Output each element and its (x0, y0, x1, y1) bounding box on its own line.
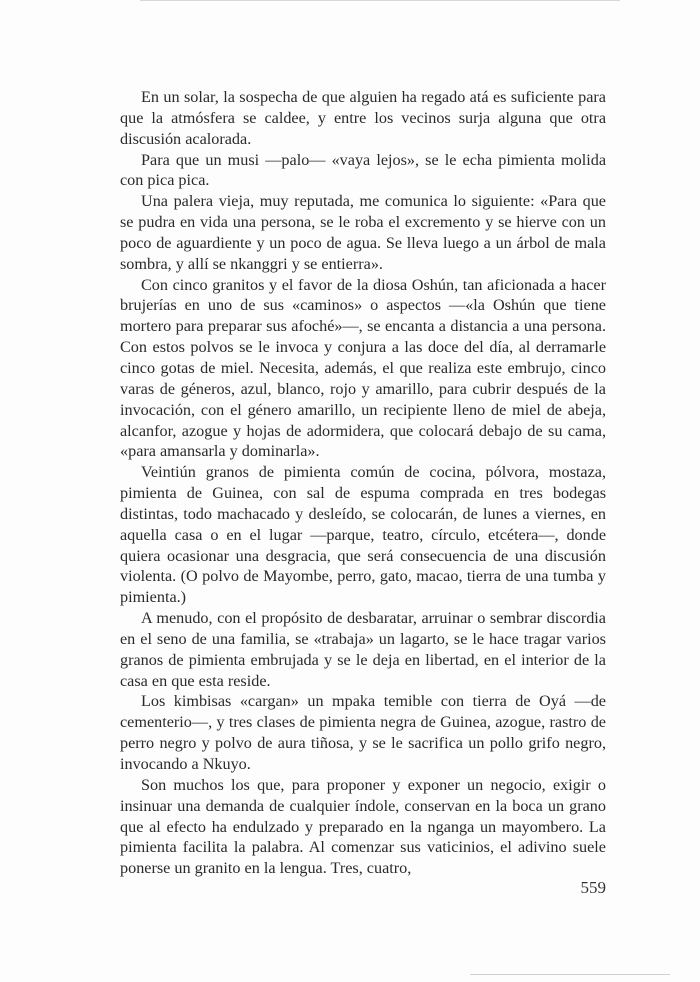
paragraph: A menudo, con el propósito de desbaratar, arruinar o sembrar discordia en el seno de una familia, se «trabaja» un lagarto, se le hace tragar varios granos de pimienta embrujada y se le deja en libertad, en el interior de la casa en que esta reside. (120, 609, 606, 690)
paragraph: Son muchos los que, para proponer y exponer un negocio, exigir o insinuar una demanda de cualquier índole, conservan en la boca un grano que al efecto ha endulzado y preparado en la nganga un mayombero. La pimienta facilita la palabra. Al comenzar sus vaticinios, el adivino suele ponerse un granito en la lengua. Tres, cuatro, (120, 775, 606, 878)
bottom-rule (470, 974, 670, 975)
body-text (120, 87, 606, 879)
paragraph: Con cinco granitos y el favor de la diosa Oshún, tan aficionada a hacer brujerías en uno de sus «caminos» o aspectos —«la Oshún que tiene mortero para preparar sus afoché»—, se encanta a distancia a una persona. Con estos polvos se le invoca y conjura a las doce del día, al derramarle cinco gotas de miel. Necesita, además, el que realiza este embrujo, cinco varas de géneros, azul, blanco, rojo y amarillo, para cubrir después de la invocación, con el género amarillo, un recipiente lleno de miel de abeja, alcanfor, azogue y hojas de adormidera, que colocará debajo de su cama, «para amansarla y dominarla». (120, 275, 606, 461)
page-number: 559 (580, 878, 606, 897)
paragraph: Una palera vieja, muy reputada, me comunica lo siguiente: «Para que se pudra en vida una persona, se le roba el excremento y se hierve con un poco de aguardiente y un poco de agua. Se lleva luego a un árbol de mala sombra, y allí se nkanggri y se entierra». (120, 192, 606, 273)
paragraph: Para que un musi —palo— «vaya lejos», se le echa pimienta molida con pica pica. (120, 150, 606, 190)
paragraph: En un solar, la sospecha de que alguien ha regado atá es suficiente para que la atmósfera se caldee, y entre los vecinos surja alguna que otra discusión acalorada. (120, 88, 606, 148)
paragraph: Los kimbisas «cargan» un mpaka temible con tierra de Oyá —de cementerio—, y tres clases de pimienta negra de Guinea, azogue, rastro de perro negro y polvo de aura tiñosa, y se le sacrifica un pollo grifo negro, invocando a Nkuyo. (120, 692, 606, 773)
paragraph: Veintiún granos de pimienta común de cocina, pólvora, mostaza, pimienta de Guinea, con sal de espuma comprada en tres bodegas distintas, todo machacado y desleído, se colocarán, de lunes a viernes, en aquella casa o en el lugar —parque, teatro, círculo, etcétera—, donde quiera ocasionar una desgracia, que será consecuencia de una discusión violenta. (O polvo de Mayombe, perro, gato, macao, tierra de una tumba y pimienta.) (120, 463, 606, 607)
top-rule (140, 0, 620, 1)
